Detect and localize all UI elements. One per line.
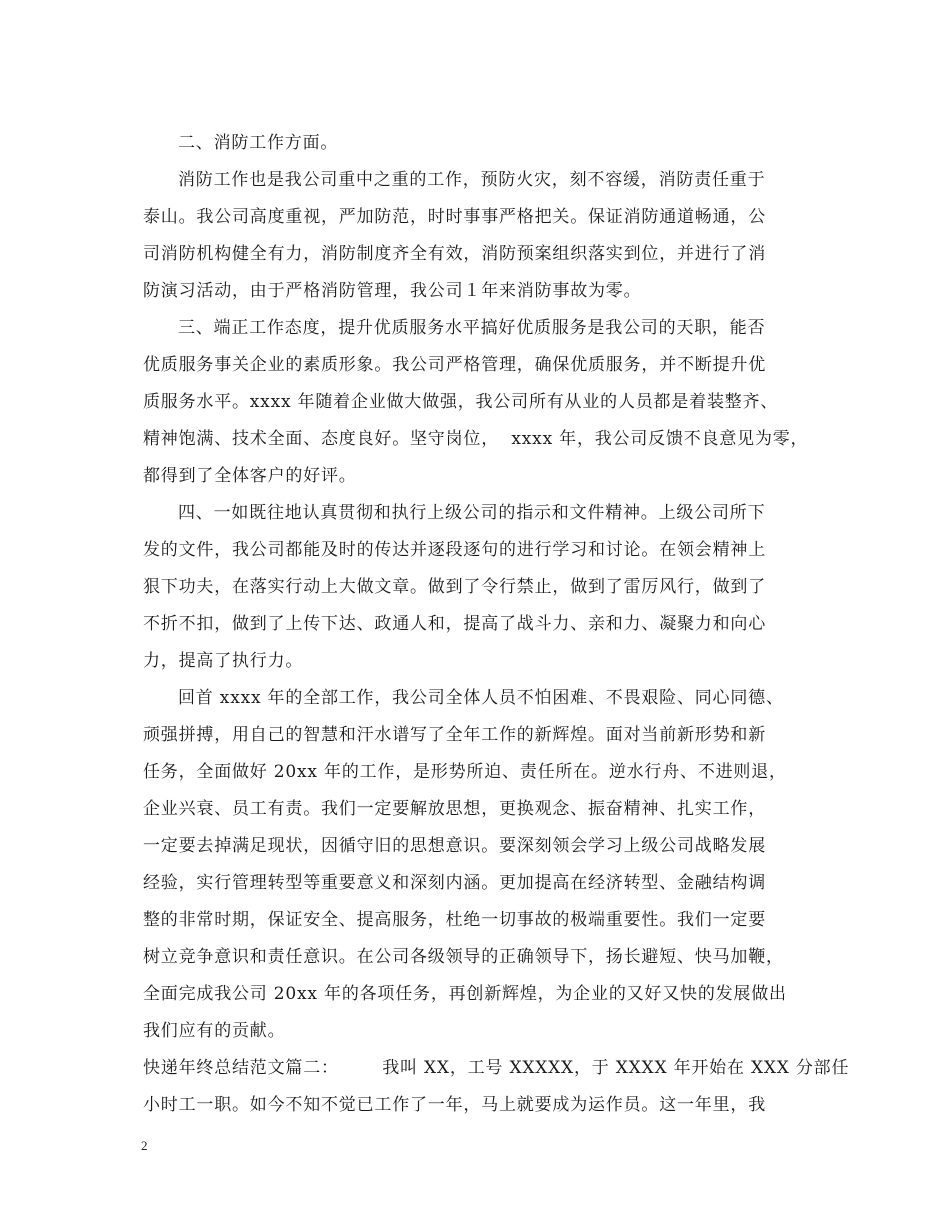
text-line: 三、端正工作态度，提升优质服务水平搞好优质服务是我公司的天职，能否 xyxy=(178,318,766,338)
text-line: 泰山。我公司高度重视，严加防范，时时事事严格把关。保证消防通道畅通，公 xyxy=(143,207,766,227)
text-line: 四、一如既往地认真贯彻和执行上级公司的指示和文件精神。上级公司所下 xyxy=(178,503,766,523)
text-line: 优质服务事关企业的素质形象。我公司严格管理，确保优质服务，并不断提升优 xyxy=(143,355,766,375)
text-line: 顽强拼搏，用自己的智慧和汗水谱写了全年工作的新辉煌。面对当前新形势和新 xyxy=(143,725,766,745)
text-line: 不折不扣，做到了上传下达、政通人和，提高了战斗力、亲和力、凝聚力和向心 xyxy=(143,614,766,634)
text-line: 快递年终总结范文篇二： 我叫 XX，工号 XXXXX，于 XXXX 年开始在 XXX 分部任 xyxy=(143,1058,850,1078)
text-line: 树立竞争意识和责任意识。在公司各级领导的正确领导下，扬长避短、快马加鞭， xyxy=(143,947,784,967)
text-line: 质服务水平。xxxx 年随着企业做大做强，我公司所有从业的人员都是着装整齐、 xyxy=(143,392,779,412)
text-line: 任务，全面做好 20xx 年的工作，是形势所迫、责任所在。逆水行舟、不进则退， xyxy=(143,762,787,782)
text-line: 力，提高了执行力。 xyxy=(143,651,304,671)
text-line: 一定要去掉满足现状，因循守旧的思想意识。要深刻领会学习上级公司战略发展 xyxy=(143,836,766,856)
text-line: 企业兴衰、员工有责。我们一定要解放思想，更换观念、振奋精神、扎实工作， xyxy=(143,799,766,819)
text-line: 发的文件，我公司都能及时的传达并逐段逐句的进行学习和讨论。在领会精神上 xyxy=(143,540,766,560)
text-line: 消防工作也是我公司重中之重的工作，预防火灾，刻不容缓，消防责任重于 xyxy=(178,170,766,190)
text-line: 二、消防工作方面。 xyxy=(178,133,339,153)
text-line: 狠下功夫，在落实行动上大做文章。做到了令行禁止，做到了雷厉风行，做到了 xyxy=(143,577,766,597)
text-line: 回首 xxxx 年的全部工作，我公司全体人员不怕困难、不畏艰险、同心同德、 xyxy=(178,688,784,708)
text-line: 司消防机构健全有力，消防制度齐全有效，消防预案组织落实到位，并进行了消 xyxy=(143,244,766,264)
text-line: 整的非常时期，保证安全、提高服务，杜绝一切事故的极端重要性。我们一定要 xyxy=(143,910,766,930)
text-line: 都得到了全体客户的好评。 xyxy=(143,466,357,486)
text-line: 精神饱满、技术全面、态度良好。坚守岗位， xxxx 年，我公司反馈不良意见为零， xyxy=(143,429,809,449)
text-line: 我们应有的贡献。 xyxy=(143,1021,286,1041)
text-line: 经验，实行管理转型等重要意义和深刻内涵。更加提高在经济转型、金融结构调 xyxy=(143,873,766,893)
page-number: 2 xyxy=(141,1138,148,1153)
text-line: 小时工一职。如今不知不觉已工作了一年，马上就要成为运作员。这一年里，我 xyxy=(143,1095,766,1115)
text-line: 全面完成我公司 20xx 年的各项任务，再创新辉煌，为企业的又好又快的发展做出 xyxy=(143,984,787,1004)
text-line: 防演习活动，由于严格消防管理，我公司１年来消防事故为零。 xyxy=(143,281,642,301)
